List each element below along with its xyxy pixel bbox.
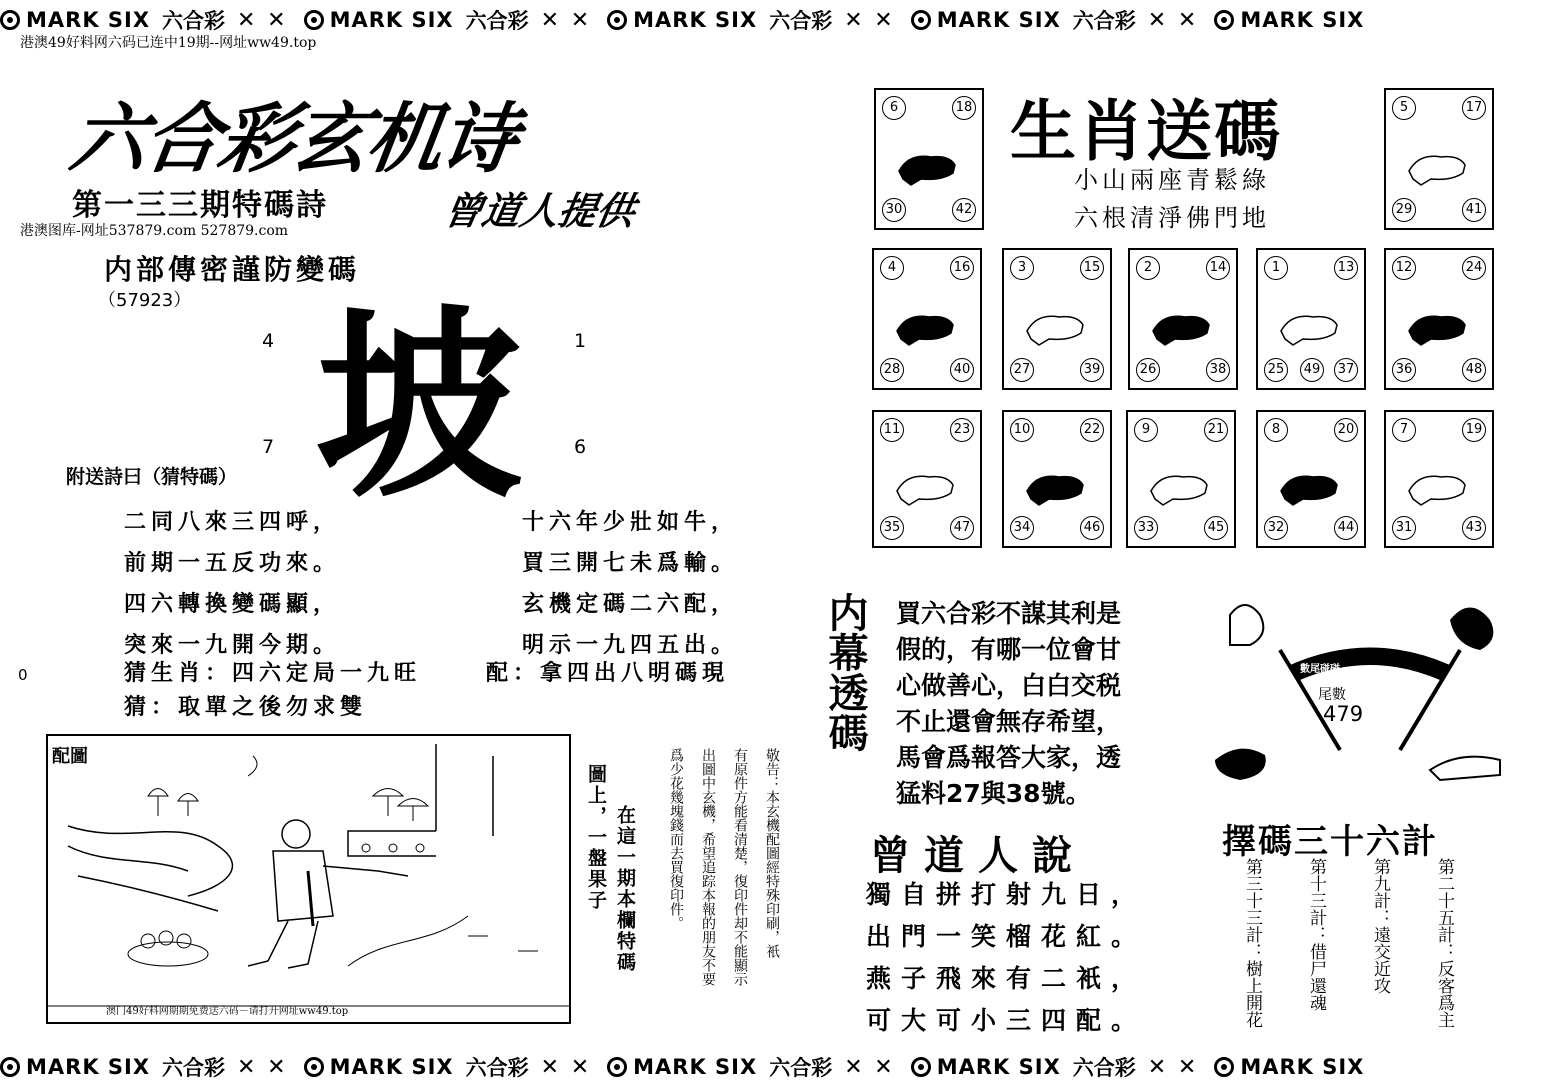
zodiac-card bbox=[872, 410, 982, 548]
poem-line: 突來一九開今期。 bbox=[124, 632, 341, 658]
secret-line: 内部傳密謹防變碼 bbox=[104, 253, 361, 286]
cross-icon: ✕ ✕ bbox=[1147, 1054, 1199, 1080]
zodiac-number: 6 bbox=[882, 96, 906, 120]
poem-intro: 附送詩曰（猜特碼） bbox=[66, 466, 238, 488]
zodiac-number: 44 bbox=[1334, 516, 1358, 540]
number-bottom-left: 7 bbox=[262, 436, 275, 458]
zodiac-number: 39 bbox=[1080, 358, 1104, 382]
tail-value: 479 bbox=[1323, 702, 1364, 726]
strategy-col-1: 第二十五計：反客爲主 bbox=[1434, 858, 1454, 1028]
illustration-caption: 澳门49好料网期期免费送六码－请打开网址ww49.top bbox=[106, 1006, 349, 1017]
zodiac-number: 33 bbox=[1134, 516, 1158, 540]
mark-six-text: MARK SIX bbox=[1240, 1055, 1365, 1079]
zodiac-number: 29 bbox=[1392, 198, 1416, 222]
zodiac-number: 3 bbox=[1010, 256, 1034, 280]
goat-icon bbox=[889, 455, 959, 511]
flower-icon bbox=[304, 10, 324, 30]
zodiac-number: 10 bbox=[1010, 418, 1034, 442]
zodiac-number: 41 bbox=[1462, 198, 1486, 222]
zodiac-number: 14 bbox=[1206, 256, 1230, 280]
zodiac-number: 24 bbox=[1462, 256, 1486, 280]
zodiac-number: 27 bbox=[1010, 358, 1034, 382]
zodiac-number: 13 bbox=[1334, 256, 1358, 280]
flower-icon bbox=[304, 1057, 324, 1077]
zodiac-card bbox=[872, 248, 982, 390]
liuhecai-text: 六合彩 bbox=[769, 9, 833, 33]
zodiac-number: 17 bbox=[1462, 96, 1486, 120]
zodiac-number: 35 bbox=[880, 516, 904, 540]
poem-left-column bbox=[124, 502, 340, 666]
provider-title: 曾道人提供 bbox=[440, 189, 639, 233]
zodiac-number: 30 bbox=[882, 198, 906, 222]
dragon-icon bbox=[1145, 295, 1215, 351]
poem-line: 十六年少壯如牛， bbox=[522, 509, 739, 535]
zeng-line: 獨自拼打射九日， bbox=[866, 880, 1147, 909]
poem-right-column bbox=[522, 502, 738, 666]
zodiac-card bbox=[874, 88, 984, 230]
zodiac-number: 23 bbox=[950, 418, 974, 442]
poem-line: 二同八來三四呼， bbox=[124, 509, 341, 535]
zodiac-number: 18 bbox=[952, 96, 976, 120]
zodiac-number: 16 bbox=[950, 256, 974, 280]
liuhecai-text: 六合彩 bbox=[465, 9, 529, 33]
cross-icon: ✕ ✕ bbox=[237, 7, 288, 33]
number-left: 0 bbox=[18, 666, 28, 684]
poem-line: 四六轉換變碼顯， bbox=[124, 591, 341, 617]
zodiac-number: 43 bbox=[1462, 516, 1486, 540]
inside-vertical-title: 内幕透碼 bbox=[822, 592, 868, 752]
zodiac-number: 1 bbox=[1264, 256, 1288, 280]
mark-six-text: MARK SIX bbox=[936, 8, 1061, 32]
ox-icon bbox=[1401, 135, 1471, 191]
zeng-title: 曾道人說 bbox=[870, 832, 1086, 879]
zodiac-card bbox=[1256, 248, 1366, 390]
mark-six-text: MARK SIX bbox=[329, 1055, 454, 1079]
zeng-poem bbox=[866, 874, 1146, 1042]
zodiac-card bbox=[1256, 410, 1366, 548]
inside-line: 心做善心，白白交税 bbox=[896, 671, 1122, 700]
number-bottom-right: 6 bbox=[574, 436, 587, 458]
poem-line: 玄機定碼二六配， bbox=[522, 591, 739, 617]
inside-line: 猛料27與38號。 bbox=[896, 779, 1091, 808]
zeng-line: 出門一笑榴花紅。 bbox=[866, 922, 1147, 951]
guess-zodiac-line: 猜生肖：四六定局一九旺 bbox=[124, 660, 422, 686]
zodiac-number: 34 bbox=[1010, 516, 1034, 540]
liuhecai-text: 六合彩 bbox=[1072, 1056, 1136, 1080]
cross-icon: ✕ ✕ bbox=[1147, 7, 1199, 33]
cross-icon: ✕ ✕ bbox=[540, 7, 592, 33]
cross-icon: ✕ ✕ bbox=[237, 1054, 288, 1080]
tail-graphic bbox=[1200, 590, 1520, 790]
zodiac-number: 46 bbox=[1080, 516, 1104, 540]
mark-six-text: MARK SIX bbox=[633, 8, 758, 32]
zodiac-number: 8 bbox=[1264, 418, 1288, 442]
zodiac-number: 19 bbox=[1462, 418, 1486, 442]
period-title: 第一三三期特碼詩 bbox=[72, 188, 328, 223]
dog-icon bbox=[1273, 455, 1343, 511]
notice-col-3: 出圖中玄機，希望追踪本報的朋友不要 bbox=[700, 748, 716, 986]
mark-six-text: MARK SIX bbox=[26, 1055, 151, 1079]
zodiac-number: 5 bbox=[1392, 96, 1416, 120]
flower-icon bbox=[1214, 10, 1234, 30]
zodiac-number: 31 bbox=[1392, 516, 1416, 540]
inside-line: 馬會爲報答大家，透 bbox=[896, 743, 1122, 772]
zodiac-number: 21 bbox=[1204, 418, 1228, 442]
number-top-right: 1 bbox=[574, 330, 587, 352]
liuhecai-text: 六合彩 bbox=[162, 9, 226, 33]
tail-label: 尾數 bbox=[1318, 687, 1346, 703]
zodiac-number: 26 bbox=[1136, 358, 1160, 382]
zodiac-card bbox=[1002, 248, 1112, 390]
zodiac-number: 28 bbox=[880, 358, 904, 382]
watermark-text: 港澳图库-网址537879.com 527879.com bbox=[20, 223, 289, 239]
monkey-icon bbox=[1019, 455, 1089, 511]
number-top-left: 4 bbox=[262, 330, 275, 352]
page-title: 六合彩玄机诗 bbox=[64, 94, 522, 183]
inside-line: 買六合彩不謀其利是 bbox=[896, 599, 1122, 628]
riddle-character: 坡 bbox=[316, 288, 521, 526]
guess-line: 猜：取單之後勿求雙 bbox=[124, 694, 368, 720]
poem-line: 明示一九四五出。 bbox=[522, 632, 739, 658]
tiger-icon bbox=[889, 295, 959, 351]
zodiac-number-extra: 49 bbox=[1300, 358, 1324, 382]
strategy-col-3: 第十三計：借尸還魂 bbox=[1306, 858, 1326, 1011]
inside-line: 不止還會無存希望， bbox=[896, 707, 1122, 736]
zodiac-number: 7 bbox=[1392, 418, 1416, 442]
horse-icon bbox=[1401, 295, 1471, 351]
zodiac-number: 42 bbox=[952, 198, 976, 222]
zodiac-number: 37 bbox=[1334, 358, 1358, 382]
zodiac-title: 生肖送碼 bbox=[1010, 93, 1282, 170]
flower-icon bbox=[911, 10, 931, 30]
zodiac-number: 22 bbox=[1080, 418, 1104, 442]
zodiac-number: 12 bbox=[1392, 256, 1416, 280]
illustration-drawing bbox=[48, 736, 569, 1022]
inside-line: 假的，有哪一位會甘 bbox=[896, 635, 1122, 664]
rooster-icon bbox=[1143, 455, 1213, 511]
zodiac-number: 40 bbox=[950, 358, 974, 382]
pig-icon bbox=[1401, 455, 1471, 511]
mark-six-text: MARK SIX bbox=[633, 1055, 758, 1079]
zodiac-number: 20 bbox=[1334, 418, 1358, 442]
zodiac-number: 48 bbox=[1462, 358, 1486, 382]
zodiac-number: 47 bbox=[950, 516, 974, 540]
notice-col-4: 爲少花幾塊錢而去買復印件。 bbox=[668, 748, 684, 930]
liuhecai-text: 六合彩 bbox=[465, 1056, 529, 1080]
zodiac-number: 15 bbox=[1080, 256, 1104, 280]
strategy-col-2: 第九計：遠交近攻 bbox=[1370, 858, 1390, 994]
zodiac-number: 11 bbox=[880, 418, 904, 442]
zodiac-number: 2 bbox=[1136, 256, 1160, 280]
snake-icon bbox=[1273, 295, 1343, 351]
flower-icon bbox=[1214, 1057, 1234, 1077]
cross-icon: ✕ ✕ bbox=[540, 1054, 592, 1080]
zodiac-number: 32 bbox=[1264, 516, 1288, 540]
liuhecai-text: 六合彩 bbox=[1072, 9, 1136, 33]
pair-line: 配：拿四出八明碼現 bbox=[486, 660, 730, 686]
site-url-text: 港澳49好料网六码已连中19期--网址ww49.top bbox=[20, 35, 317, 51]
illustration-frame bbox=[46, 734, 571, 1024]
mark-six-text: MARK SIX bbox=[26, 8, 151, 32]
illustration-side-2: 在這一期本欄特碼 bbox=[614, 805, 636, 973]
strategy-col-4: 第三十三計：樹上開花 bbox=[1242, 858, 1262, 1028]
liuhecai-text: 六合彩 bbox=[162, 1056, 226, 1080]
flower-icon bbox=[607, 1057, 627, 1077]
zodiac-number: 9 bbox=[1134, 418, 1158, 442]
notice-col-1: 敬告：本玄機配圖經特殊印刷，衹 bbox=[764, 748, 780, 958]
flower-icon bbox=[0, 10, 20, 30]
zodiac-number: 36 bbox=[1392, 358, 1416, 382]
zodiac-number: 45 bbox=[1204, 516, 1228, 540]
flower-icon bbox=[607, 10, 627, 30]
secret-code: （57923） bbox=[98, 290, 192, 311]
cross-icon: ✕ ✕ bbox=[844, 1054, 895, 1080]
flower-icon bbox=[911, 1057, 931, 1077]
illustration-side-1: 圖上，一盤果子 bbox=[585, 764, 607, 911]
zodiac-line-2: 六根清淨佛門地 bbox=[1074, 204, 1270, 232]
flower-icon bbox=[0, 1057, 20, 1077]
rabbit-icon bbox=[1019, 295, 1089, 351]
bottom-banner bbox=[0, 1047, 1543, 1087]
zodiac-card bbox=[1126, 410, 1236, 548]
zeng-line: 可大可小三四配。 bbox=[866, 1006, 1147, 1035]
cross-icon: ✕ ✕ bbox=[844, 7, 895, 33]
zodiac-card bbox=[1128, 248, 1238, 390]
zodiac-number: 25 bbox=[1264, 358, 1288, 382]
inside-text bbox=[896, 596, 1121, 812]
zodiac-card bbox=[1384, 410, 1494, 548]
illustration-label: 配圖 bbox=[52, 746, 88, 767]
notice-col-2: 有原件方能看清楚，復印件却不能顯示 bbox=[732, 748, 748, 986]
strategy-title: 擇碼三十六計 bbox=[1222, 822, 1438, 862]
zodiac-number: 38 bbox=[1206, 358, 1230, 382]
rat-icon bbox=[891, 135, 961, 191]
zeng-line: 燕子飛來有二衹， bbox=[866, 964, 1147, 993]
zodiac-card bbox=[1002, 410, 1112, 548]
mark-six-text: MARK SIX bbox=[1240, 8, 1365, 32]
zodiac-line-1: 小山兩座青鬆綠 bbox=[1074, 166, 1270, 194]
zodiac-card bbox=[1384, 88, 1494, 230]
tail-badge: 數尾碰碰 bbox=[1300, 664, 1340, 675]
zodiac-number: 4 bbox=[880, 256, 904, 280]
poem-line: 前期一五反功來。 bbox=[124, 550, 341, 576]
poem-line: 買三開七未爲輸。 bbox=[522, 550, 739, 576]
zodiac-card bbox=[1384, 248, 1494, 390]
mark-six-text: MARK SIX bbox=[329, 8, 454, 32]
liuhecai-text: 六合彩 bbox=[769, 1056, 833, 1080]
mark-six-text: MARK SIX bbox=[936, 1055, 1061, 1079]
